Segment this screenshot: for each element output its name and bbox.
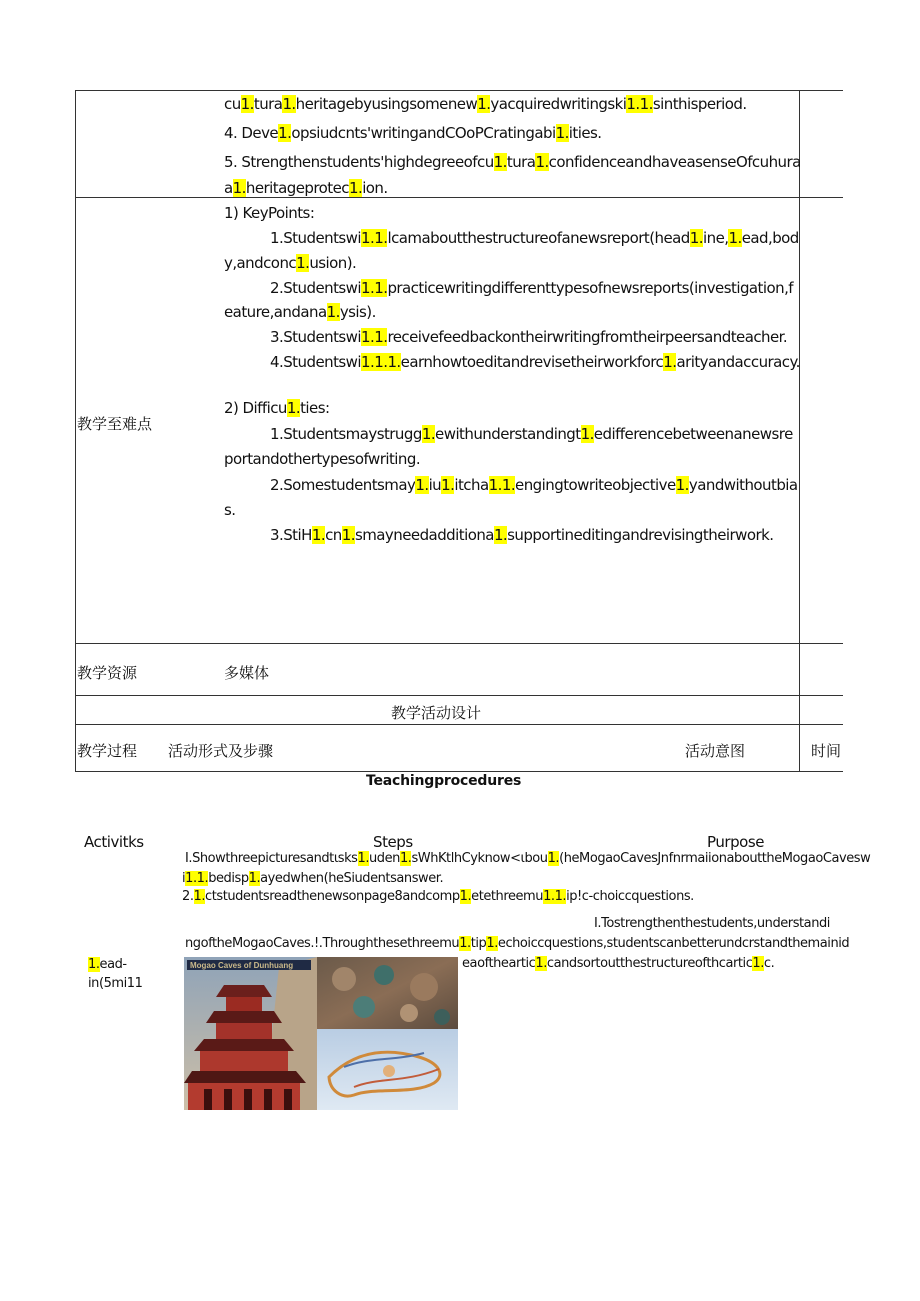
mogao-caves-picture-collage xyxy=(184,957,458,1110)
keypoint-2-line-b: eature,andana1.ysis). xyxy=(224,303,376,321)
table-left-border xyxy=(75,90,76,772)
row-label-key-difficult-points: 教学至难点 xyxy=(77,415,153,433)
difficulty-3: 3.StiH1.cn1.smayneedadditiona1.supportineditingandrevisingtheirwork. xyxy=(270,526,774,544)
activity-name-line-2: in(5mi11 xyxy=(88,976,143,991)
header-teaching-process: 教学过程 xyxy=(77,742,138,760)
header-activity-form: 活动形式及步骤 xyxy=(168,742,274,760)
purpose-line-3: eaoftheartic1.candsortoutthestructureofthcartic1.c. xyxy=(462,956,775,971)
difficulty-1-line-b: portandothertypesofwriting. xyxy=(224,450,421,468)
difficulty-2-line-a: 2.Somestudentsmay1.iu1.itcha1.1.engingtowriteobjective1.yandwithoutbia xyxy=(270,476,798,494)
teaching-procedures-title: Teachingprocedures xyxy=(366,773,522,789)
goals-line-3: 5. Strengthenstudents'highdegreeofcu1.tura1.confidenceandhaveasenseOfcuhura xyxy=(224,153,801,171)
table-top-border xyxy=(75,90,843,91)
step-1-line-a: I.Showthreepicturesandtιsks1.uden1.sWhKtlhCyknow<ιbou1.(heMogaoCavesJnfnrmaiionabouttheMogaoCavesw xyxy=(185,851,871,866)
purpose-line-2: ngoftheMogaoCaves.!.Throughthesethreemu1.tip1.echoiccquestions,studentscanbetterundcrstandthemainid xyxy=(185,936,850,951)
row-border-design xyxy=(75,724,843,725)
goals-line-2: 4. Deve1.opsiudcnts'writingandCOoPCratingabi1.ities. xyxy=(224,124,602,142)
keypoints-heading: 1) KeyPoints: xyxy=(224,204,315,222)
resources-value: 多媒体 xyxy=(224,664,270,682)
step-1-line-b: i1.1.bedisp1.ayedwhen(heSiudentsanswer. xyxy=(182,871,444,886)
keypoint-2-line-a: 2.Studentswi1.1.practicewritingdifferenttypesofnewsreports(investigation,f xyxy=(270,279,794,297)
image-caption: Mogao Caves of Dunhuang xyxy=(190,961,294,970)
keypoint-1-line-a: 1.Studentswi1.1.lcamaboutthestructureofanewsreport(head1.ine,1.ead,bod xyxy=(270,229,799,247)
step-2: 2.1.ctstudentsreadthenewsonpage8andcomp1.etethreemu1.1.ip!c-choiccquestions. xyxy=(182,889,694,904)
purpose-line-1: I.Tostrengthenthestudents,understandi xyxy=(594,916,830,931)
col-purpose: Purpose xyxy=(707,833,765,851)
difficulties-heading: 2) Difficu1.ties: xyxy=(224,399,330,417)
table-bottom-border xyxy=(75,771,843,772)
row-label-resources: 教学资源 xyxy=(77,664,138,682)
header-time: 时间 xyxy=(811,742,842,760)
keypoint-3: 3.Studentswi1.1.receivefeedbackontheirwritingfromtheirpeersandteacher. xyxy=(270,328,788,346)
row-border-keypoints xyxy=(75,643,843,644)
col-steps: Steps xyxy=(373,833,413,851)
row-border-resources xyxy=(75,695,843,696)
goals-line-1: cu1.tura1.heritagebyusingsomenew1.yacquiredwritingski1.1.sinthisperiod. xyxy=(224,95,747,113)
activity-design-title: 教学活动设计 xyxy=(391,704,482,722)
keypoint-4: 4.Studentswi1.1.1.earnhowtoeditandrevisetheirworkforc1.arityandaccuracy. xyxy=(270,353,800,371)
table-right-column-border xyxy=(799,90,800,772)
difficulty-1-line-a: 1.Studentsmaystrugg1.ewithunderstandingt1.edifferencebetweenanewsre xyxy=(270,425,793,443)
difficulty-2-line-b: s. xyxy=(224,501,236,519)
goals-line-4: a1.heritageprotec1.ion. xyxy=(224,179,388,197)
header-activity-intent: 活动意图 xyxy=(685,742,746,760)
keypoint-1-line-b: y,andconc1.usion). xyxy=(224,254,357,272)
col-activities: Activitks xyxy=(84,833,144,851)
mogao-caves-illustration xyxy=(184,957,458,1110)
row-border-goals xyxy=(75,197,843,198)
activity-name-line-1: 1.ead- xyxy=(88,957,127,972)
